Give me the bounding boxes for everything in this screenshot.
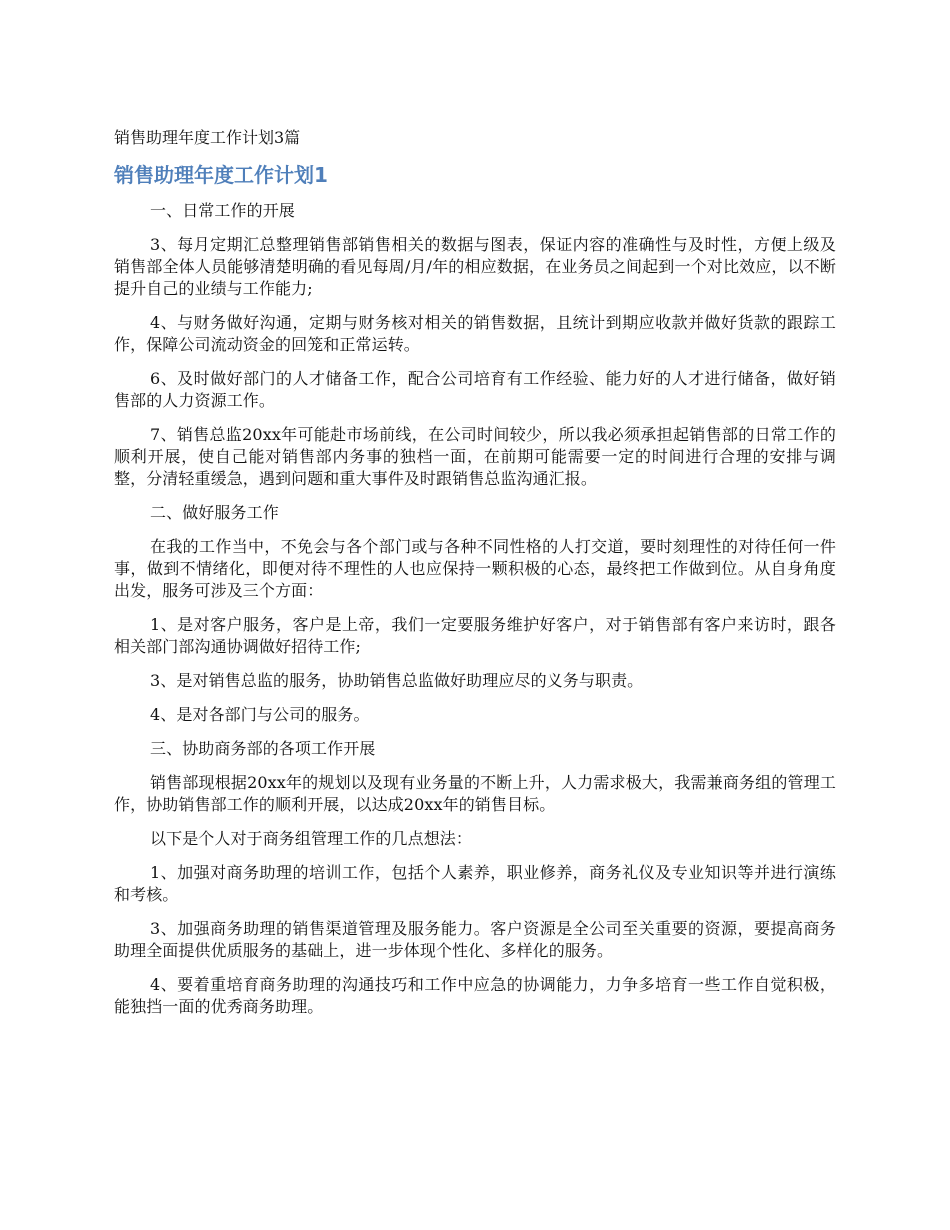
paragraph-item-6: 6、及时做好部门的人才储备工作，配合公司培育有工作经验、能力好的人才进行储备，做好销售部的人力资源工作。: [114, 369, 836, 410]
paragraph-business-1: 1、加强对商务助理的培训工作，包括个人素养，职业修养，商务礼仪及专业知识等并进行演练和考核。: [114, 863, 836, 904]
paragraph-item-7: 7、销售总监20xx年可能赴市场前线，在公司时间较少，所以我必须承担起销售部的日常工作的顺利开展，使自己能对销售部内务事的独档一面，在前期可能需要一定的时间进行合理的安排与调整，分清轻重缓急，遇到问题和重大事件及时跟销售总监沟通汇报。: [114, 425, 836, 488]
paragraph-service-1: 1、是对客户服务，客户是上帝，我们一定要服务维护好客户，对于销售部有客户来访时，跟各相关部门部沟通协调做好招待工作;: [114, 615, 836, 656]
paragraph-item-3: 3、每月定期汇总整理销售部销售相关的数据与图表，保证内容的准确性与及时性，方便上级及销售部全体人员能够清楚明确的看见每周/月/年的相应数据，在业务员之间起到一个对比效应，以不断提升自己的业绩与工作能力;: [114, 235, 836, 298]
paragraph-service-intro: 在我的工作当中，不免会与各个部门或与各种不同性格的人打交道，要时刻理性的对待任何一件事，做到不情绪化，即便对待不理性的人也应保持一颗积极的心态，最终把工作做到位。从自身角度出发，服务可涉及三个方面：: [114, 537, 836, 600]
paragraph-item-4: 4、与财务做好沟通，定期与财务核对相关的销售数据，且统计到期应收款并做好货款的跟踪工作，保障公司流动资金的回笼和正常运转。: [114, 313, 836, 354]
paragraph-business-intro: 销售部现根据20xx年的规划以及现有业务量的不断上升，人力需求极大，我需兼商务组的管理工作，协助销售部工作的顺利开展，以达成20xx年的销售目标。: [114, 773, 836, 814]
paragraph-service-3: 3、是对销售总监的服务，协助销售总监做好助理应尽的义务与职责。: [150, 671, 644, 690]
paragraph-service-4: 4、是对各部门与公司的服务。: [150, 705, 370, 724]
paragraph-business-4: 4、要着重培育商务助理的沟通技巧和工作中应急的协调能力，力争多培育一些工作自觉积极，能独挡一面的优秀商务助理。: [114, 975, 836, 1016]
document-title: 销售助理年度工作计划3篇: [114, 128, 301, 147]
subsection-heading-service: 二、做好服务工作: [150, 503, 279, 522]
subsection-heading-business: 三、协助商务部的各项工作开展: [150, 739, 376, 758]
section-heading: 销售助理年度工作计划1: [114, 163, 328, 187]
document-page: [114, 126, 836, 1030]
paragraph-business-ideas: 以下是个人对于商务组管理工作的几点想法：: [150, 829, 473, 848]
paragraph-business-3: 3、加强商务助理的销售渠道管理及服务能力。客户资源是全公司至关重要的资源，要提高商务助理全面提供优质服务的基础上，进一步体现个性化、多样化的服务。: [114, 919, 836, 960]
subsection-heading-daily-work: 一、日常工作的开展: [150, 201, 295, 220]
